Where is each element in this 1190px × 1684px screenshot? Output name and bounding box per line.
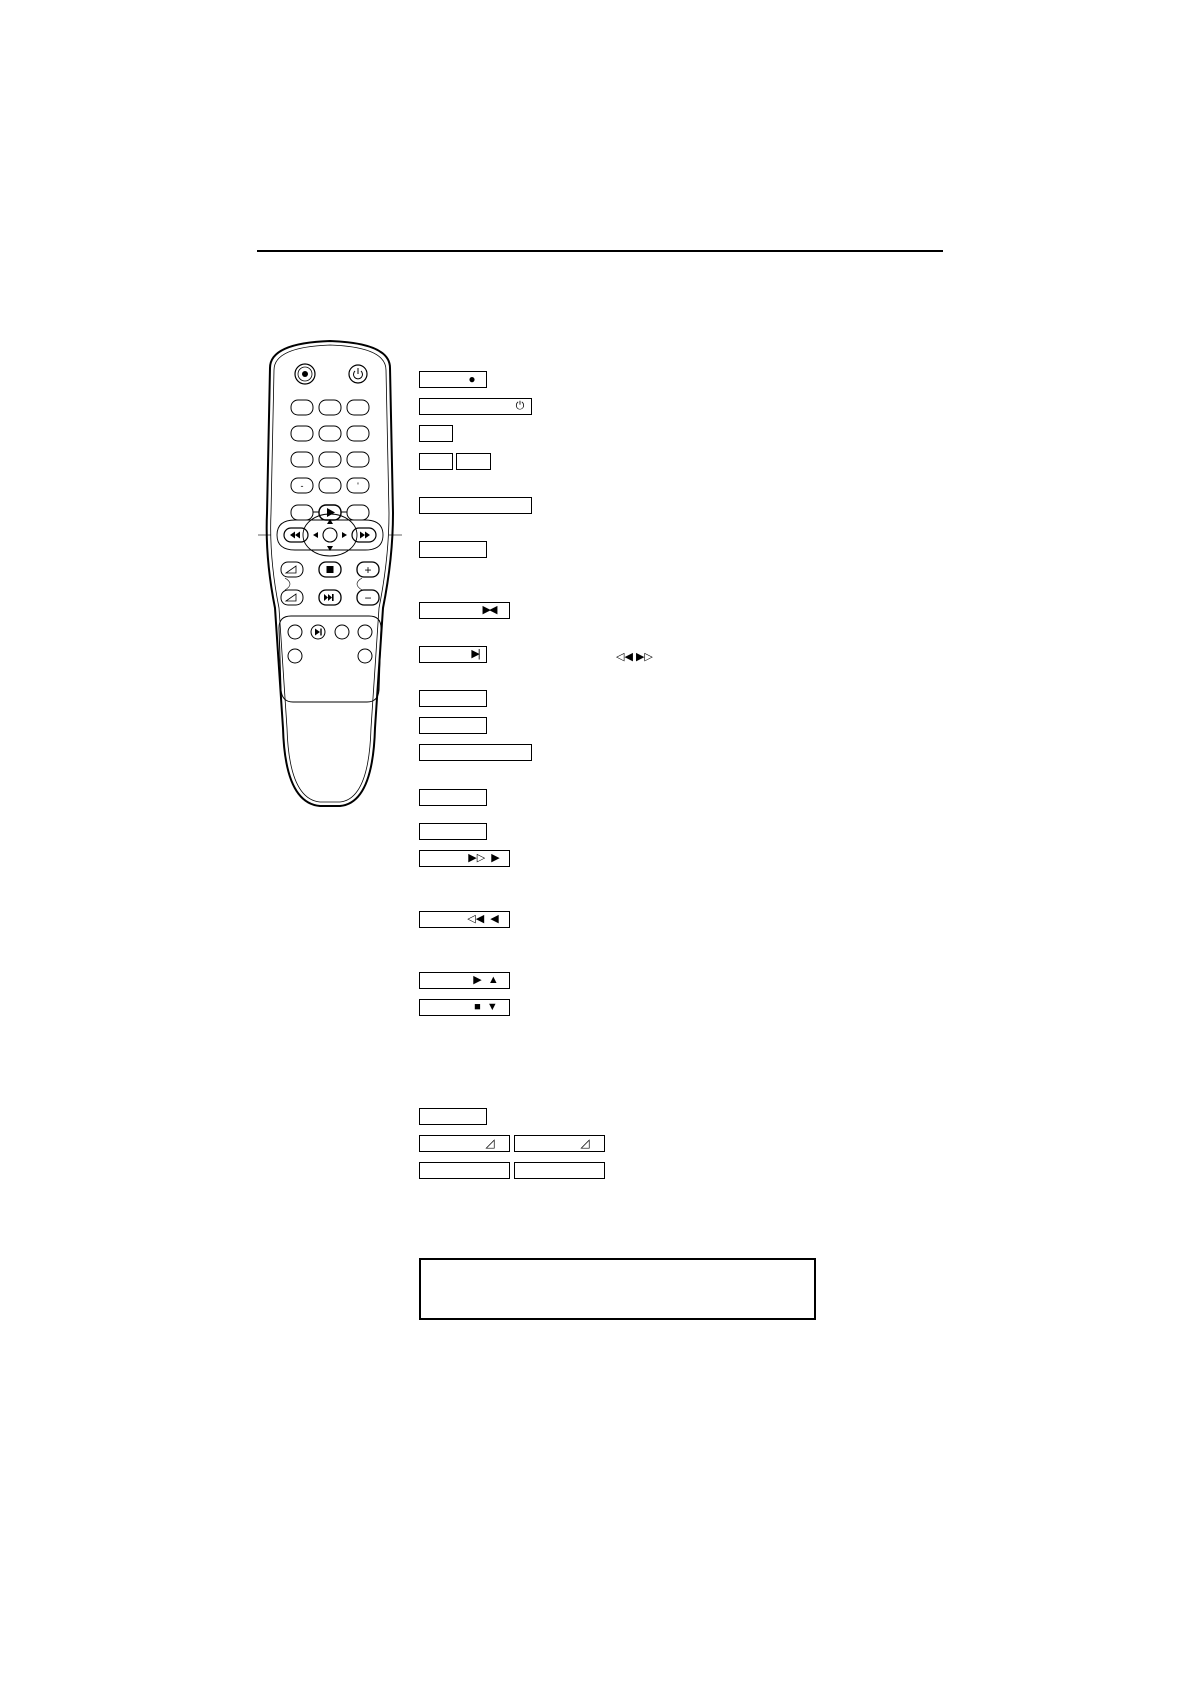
- key-label-i: [419, 1162, 510, 1179]
- key-label-slow-step: [419, 646, 487, 663]
- key-label-record: [419, 371, 487, 388]
- key-label-play-up: [419, 972, 510, 989]
- note-box: [419, 1258, 816, 1320]
- record-icon: ●: [468, 372, 476, 386]
- key-label-h: [419, 1108, 487, 1125]
- header-rule: [257, 250, 943, 252]
- next-track-icon: [324, 594, 334, 601]
- nav-right-icon: [342, 532, 347, 538]
- channel-up-plus-text: +: [364, 563, 372, 577]
- key-label-c: [419, 541, 487, 558]
- remote-func-3: [335, 625, 349, 639]
- remote-digit-0: [319, 478, 341, 493]
- key-label-g: [419, 823, 487, 840]
- remote-digit-9: [347, 452, 369, 467]
- key-label-stop-down: [419, 999, 510, 1016]
- remote-channel-bracket: [357, 578, 362, 590]
- key-label-standby: [419, 398, 532, 415]
- play-up-icon: ▶ ▲: [473, 974, 499, 986]
- key-label-pause-still: [419, 602, 510, 619]
- remote-digit-1: [291, 400, 313, 415]
- key-label-wide-2: [419, 744, 532, 761]
- remote-digit-5: [319, 426, 341, 441]
- play-icon: [327, 508, 335, 517]
- remote-record-button: [295, 364, 315, 384]
- volume-down-icon: [286, 594, 296, 601]
- play-pause-icon: [315, 629, 322, 636]
- volume-up-icon: [286, 566, 296, 573]
- stop-down-icon: ■ ▼: [474, 1001, 498, 1013]
- remote-outline: [267, 341, 393, 806]
- step-reference-icons: ◁◀ ▶▷: [616, 651, 653, 663]
- key-label-volume-up: [419, 1135, 510, 1152]
- channel-down-minus-text: −: [364, 591, 372, 605]
- remote-volume-bracket: [285, 578, 290, 590]
- pause-still-icon: ▶◀: [482, 604, 496, 616]
- volume-ramp-icon: ◿: [580, 1136, 590, 1150]
- remote-fast-forward-icon: [360, 532, 370, 539]
- key-label-b: [456, 453, 491, 470]
- key-label-small: [419, 425, 453, 442]
- remote-func-6: [358, 649, 372, 663]
- remote-digit-6: [347, 426, 369, 441]
- note-text: [421, 1260, 814, 1276]
- key-label-d: [419, 690, 487, 707]
- key-label-volume-down: [514, 1135, 605, 1152]
- remote-left-button: [291, 505, 313, 520]
- remote-lower-panel: [279, 616, 381, 702]
- volume-ramp-icon: ◿: [485, 1136, 495, 1150]
- remote-volume-up-button: [281, 562, 303, 577]
- remote-quote-text: ': [357, 481, 359, 491]
- remote-dash-text: -: [300, 481, 304, 491]
- key-label-fast-forward-up: [419, 850, 510, 867]
- remote-control-illustration: [255, 338, 405, 818]
- key-label-j: [514, 1162, 605, 1179]
- remote-digit-4: [291, 426, 313, 441]
- remote-digit-7: [291, 452, 313, 467]
- remote-right-button: [347, 505, 369, 520]
- key-label-wide-1: [419, 497, 532, 514]
- remote-ok-button: [323, 528, 337, 542]
- remote-rewind-icon: [290, 532, 300, 539]
- remote-volume-down-button: [281, 590, 303, 605]
- remote-digit-8: [319, 452, 341, 467]
- nav-left-icon: [313, 532, 318, 538]
- rewind-icon: ◁◀ ◀: [467, 913, 499, 925]
- remote-digit-3: [347, 400, 369, 415]
- fast-forward-icon: ▶▷ ▶: [468, 852, 500, 864]
- key-label-f: [419, 789, 487, 806]
- stop-icon: [327, 566, 334, 573]
- key-label-e: [419, 717, 487, 734]
- power-icon: ⏻: [515, 400, 525, 412]
- key-label-a: [419, 453, 453, 470]
- remote-func-1: [288, 625, 302, 639]
- remote-digit-2: [319, 400, 341, 415]
- step-icon: ▶|: [471, 648, 479, 660]
- remote-func-4: [358, 625, 372, 639]
- key-label-rewind-down: [419, 911, 510, 928]
- remote-standby-button: [349, 365, 367, 383]
- remote-func-5: [288, 649, 302, 663]
